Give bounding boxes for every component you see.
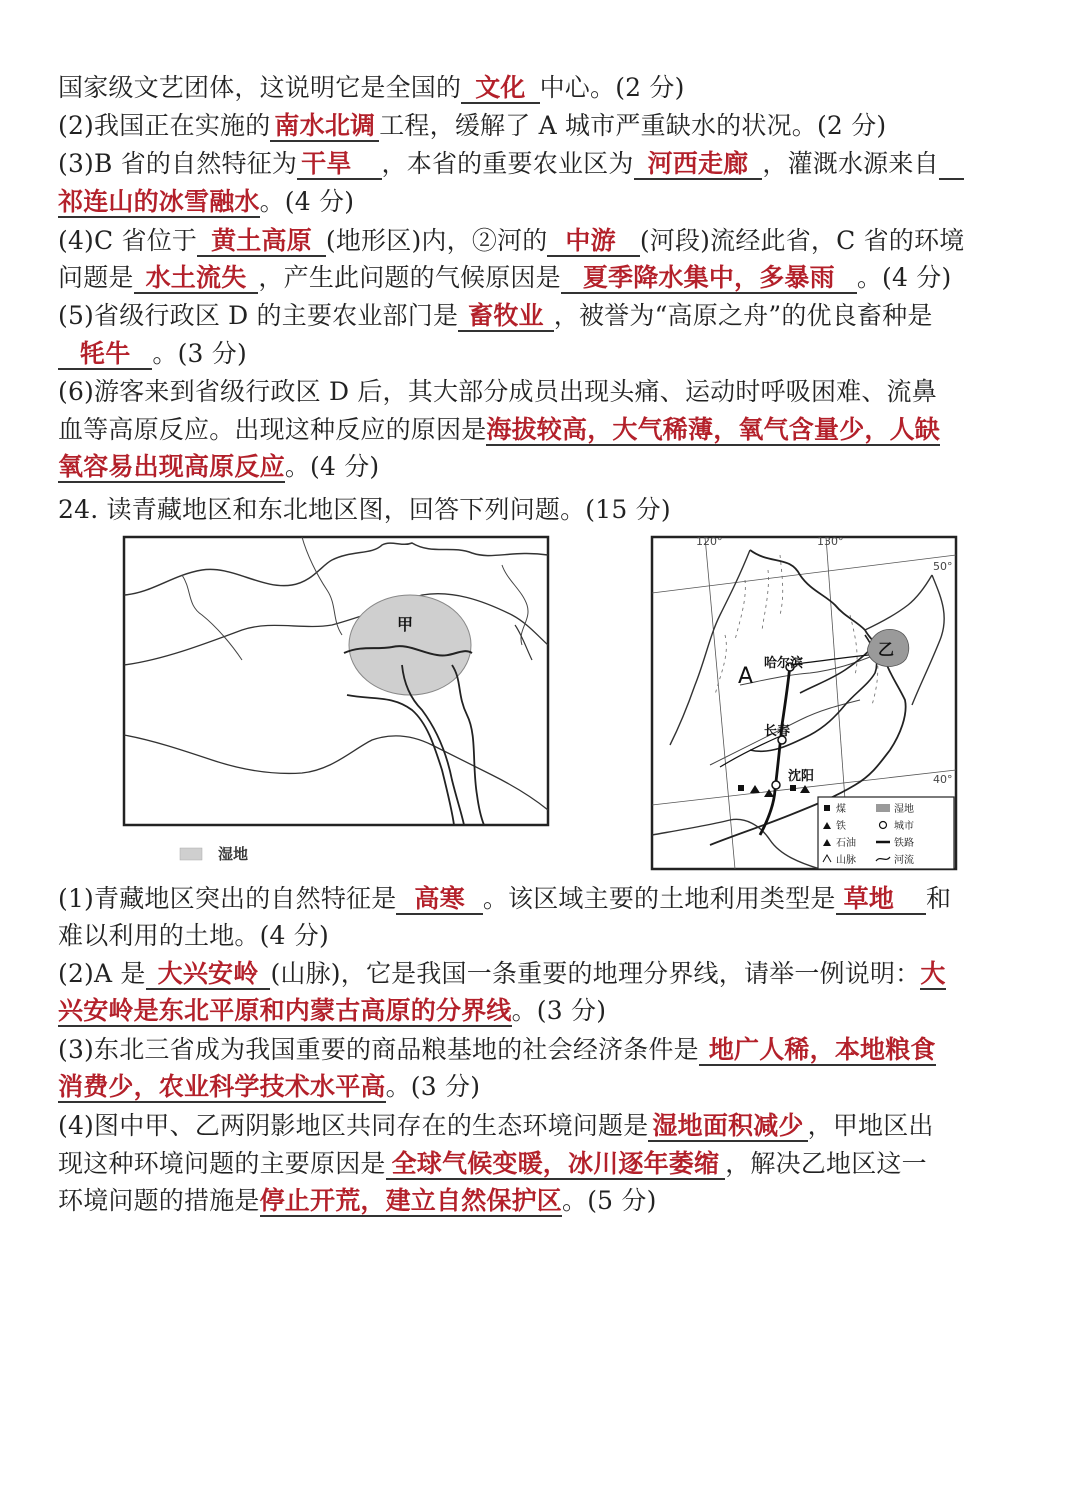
q24-part-1-line-1: [58, 881, 1038, 917]
answer-blank: 停止开荒，建立自然保护区: [259, 1186, 563, 1215]
q24-part-4-line-2: [58, 1146, 1038, 1182]
answer-blank: 氧容易出现高原反应: [58, 452, 285, 481]
text: ，解决乙地区这一: [725, 1149, 927, 1178]
answer-blank: 祁连山的冰雪融水: [58, 187, 260, 216]
map-frame: [124, 537, 548, 825]
legend-wetland-label: 湿地: [218, 845, 249, 863]
text: (4)C 省位于: [58, 226, 198, 255]
text: 问题是: [58, 263, 134, 292]
answer-blank: 地广人稀，本地粮食: [699, 1035, 936, 1066]
coal-marker: [738, 785, 744, 791]
text: 现这种环境问题的主要原因是: [58, 1149, 386, 1178]
answer-blank: 海拔较高，大气稀薄，氧气含量少，人缺: [486, 415, 941, 444]
answer-blank: 水土流失: [134, 263, 259, 294]
legend-river-label: 河流: [894, 855, 914, 866]
text: (6)游客来到省级行政区 D 后，其大部分成员出现头痛、运动时呼吸困难、流鼻: [58, 377, 937, 406]
text: 。(4 分): [284, 452, 380, 481]
text: 中心。(2 分): [539, 73, 685, 102]
answer-blank: 干旱: [297, 149, 381, 180]
text: 血等高原反应。出现这种反应的原因是: [58, 415, 487, 444]
text: (山脉)，它是我国一条重要的地理分界线，请举一例说明：: [270, 959, 921, 988]
text: 。(3 分): [152, 339, 247, 368]
legend-wetland-swatch: [180, 848, 202, 860]
latitude-label: 40°: [933, 773, 953, 786]
text: ，被誉为“高原之舟”的优良畜种是: [553, 301, 933, 330]
text: 。(4 分): [259, 187, 355, 216]
legend-mountain-label: 山脉: [836, 855, 856, 866]
legend-wetland-label: 湿地: [894, 804, 914, 815]
text: 。该区域主要的土地利用类型是: [482, 884, 836, 913]
text: (1)青藏地区突出的自然特征是: [58, 884, 397, 913]
city-marker: [772, 781, 780, 789]
q23-part-3-line-1: [58, 146, 1038, 182]
q24-part-3-line-2: [58, 1069, 1038, 1105]
city-label-changchun: 长春: [764, 724, 791, 739]
q24-part-2-line-1: [58, 956, 1038, 992]
answer-blank: 湿地面积减少: [648, 1111, 807, 1142]
q23-part-6-line-3: [58, 449, 1038, 485]
label-yi: 乙: [878, 640, 895, 659]
q24-part-2-line-2: [58, 993, 1038, 1029]
qinghai-tibet-map: [122, 535, 550, 870]
text: ，灌溉水源来自: [762, 149, 939, 178]
q23-part-2: [58, 108, 1038, 144]
answer-blank: 畜牧业: [458, 301, 554, 332]
northeast-china-map: [650, 535, 958, 871]
answer-blank: 消费少，农业科学技术水平高: [58, 1072, 386, 1101]
q23-part-6-line-2: [58, 412, 1038, 448]
q24-header: 24. 读青藏地区和东北地区图，回答下列问题。(15 分): [58, 495, 671, 524]
longitude-label: 130°: [817, 535, 844, 548]
text: 。(3 分): [385, 1072, 481, 1101]
coal-marker: [790, 785, 796, 791]
answer-blank: 文化: [461, 73, 539, 104]
text: 。(4 分): [856, 263, 952, 292]
answer-blank: 大兴安岭: [146, 959, 271, 990]
latitude-label: 50°: [933, 560, 953, 573]
q23-part-5-line-1: [58, 298, 1038, 334]
answer-blank: 南水北调: [270, 111, 379, 142]
q24-part-4-line-3: [58, 1183, 1038, 1219]
label-jia: 甲: [397, 615, 414, 634]
text: 。(5 分): [562, 1186, 657, 1215]
q23-line-1: [58, 70, 1038, 106]
text: 。(3 分): [511, 996, 607, 1025]
text: (2)我国正在实施的: [58, 111, 271, 140]
legend-city-symbol: [880, 822, 887, 829]
text: (地形区)内，②河的: [325, 226, 548, 255]
q23-part-4-line-1: [58, 223, 1038, 259]
text: 环境问题的措施是: [58, 1186, 260, 1215]
legend-iron-label: 铁: [836, 821, 846, 832]
answer-blank: 牦牛: [58, 339, 152, 370]
legend-oil-label: 石油: [836, 838, 856, 849]
text: ，产生此问题的气候原因是: [258, 263, 561, 292]
legend-coal-label: 煤: [836, 804, 846, 815]
answer-blank: 高寒: [396, 884, 482, 915]
label-a: A: [738, 664, 754, 689]
answer-blank: 草地: [836, 884, 926, 915]
text: (3)东北三省成为我国重要的商品粮基地的社会经济条件是: [58, 1035, 699, 1064]
longitude-label: 120°: [696, 535, 723, 548]
q24-part-3-line-1: [58, 1032, 1038, 1068]
q24-part-1-line-2: 难以利用的土地。(4 分): [58, 921, 329, 950]
q23-part-6-line-1: [58, 374, 1038, 410]
q23-part-3-line-2: [58, 184, 1038, 220]
legend-wetland-symbol: [876, 804, 890, 812]
legend-railway-label: 铁路: [894, 838, 914, 849]
wetland-jia-region: [349, 595, 471, 695]
answer-blank: 兴安岭是东北平原和内蒙古高原的分界线: [58, 996, 512, 1025]
text: ，甲地区出: [807, 1111, 934, 1140]
answer-blank: 全球气候变暖，冰川逐年萎缩: [386, 1149, 726, 1180]
answer-blank: 河西走廊: [634, 149, 763, 180]
q23-part-4-line-2: [58, 260, 1038, 296]
city-label-shenyang: 沈阳: [788, 769, 815, 784]
answer-blank: 中游: [547, 226, 639, 257]
text: 国家级文艺团体，这说明它是全国的: [58, 73, 462, 102]
text: ，本省的重要农业区为: [381, 149, 634, 178]
text: (4)图中甲、乙两阴影地区共同存在的生态环境问题是: [58, 1111, 649, 1140]
q24-part-4-line-1: [58, 1108, 1038, 1144]
text: 和: [926, 884, 952, 913]
q23-part-5-line-2: [58, 336, 1038, 372]
city-label-harbin: 哈尔滨: [764, 656, 804, 671]
legend-city-label: 城市: [894, 821, 914, 832]
answer-blank: 大: [920, 959, 946, 988]
text: (5)省级行政区 D 的主要农业部门是: [58, 301, 459, 330]
text: 工程，缓解了 A 城市严重缺水的状况。(2 分): [379, 111, 887, 140]
answer-blank: 夏季降水集中，多暴雨: [561, 263, 857, 294]
text: (3)B 省的自然特征为: [58, 149, 298, 178]
text: (河段)流经此省，C 省的环境: [639, 226, 965, 255]
text: (2)A 是: [58, 959, 146, 988]
legend-coal-symbol: [824, 805, 830, 811]
answer-blank: 黄土高原: [197, 226, 326, 257]
